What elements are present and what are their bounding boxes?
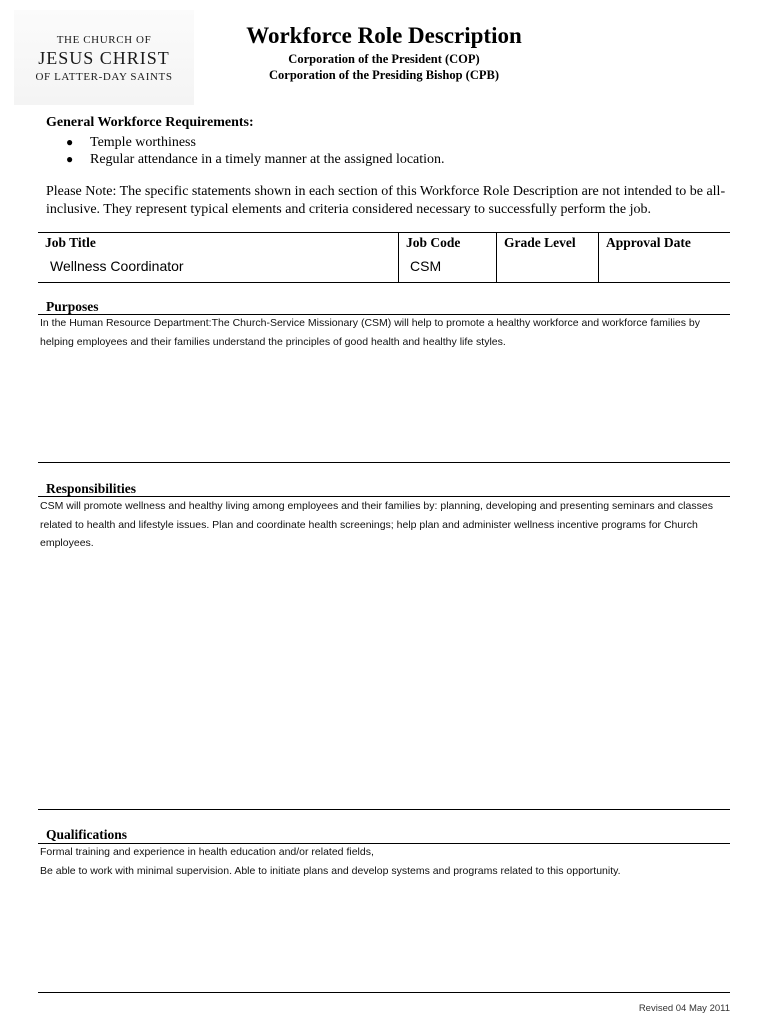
logo-line-3: OF LATTER-DAY SAINTS: [35, 71, 173, 83]
approval-date-header: Approval Date: [606, 235, 691, 250]
purposes-title: Purposes: [46, 299, 99, 314]
logo-line-2: JESUS CHRIST: [38, 48, 170, 68]
table-divider: [598, 232, 599, 282]
grade-level-header: Grade Level: [504, 235, 576, 250]
bullet-icon: ●: [66, 152, 74, 166]
section-divider: [38, 992, 730, 993]
requirement-text: Temple worthiness: [90, 135, 196, 150]
table-divider: [496, 232, 497, 282]
qualification-line: Be able to work with minimal supervision. Able to initiate plans and develop systems and programs related to this opportunity.: [40, 864, 621, 877]
document-subtitle-cop: Corporation of the President (COP): [288, 52, 480, 66]
responsibilities-title: Responsibilities: [46, 481, 137, 496]
qualification-line: Formal training and experience in health education and/or related fields,: [40, 846, 374, 858]
section-divider: [38, 809, 730, 810]
section-divider: [38, 462, 730, 463]
requirements-title: General Workforce Requirements:: [46, 115, 254, 130]
please-note-paragraph: Please Note: The specific statements shown in each section of this Workforce Role Description are not intended to be all-inclusive. They represent typical elements and criteria considered necessary to successfully perform the job.: [46, 184, 726, 217]
revision-date: Revised 04 May 2011: [638, 1003, 730, 1014]
requirement-text: Regular attendance in a timely manner at the assigned location.: [90, 152, 445, 167]
list-item: [66, 134, 445, 151]
document-title: Workforce Role Description: [246, 23, 522, 48]
responsibilities-body: CSM will promote wellness and healthy living among employees and their families by: planning, developing and presenting seminars and classes related to health and lifestyle issues. Plan and coordinate health screenings; help plan and administer wellness incentive programs for Church employees.: [40, 500, 713, 549]
qualifications-body: [40, 843, 730, 880]
purposes-body: In the Human Resource Department:The Church-Service Missionary (CSM) will help to promote a healthy workforce and workforce families by helping employees and their families understand the principles of good health and healthy life styles.: [40, 317, 701, 348]
job-title-value: Wellness Coordinator: [50, 258, 184, 274]
requirements-list: [66, 134, 445, 168]
table-bottom-rule: [38, 282, 730, 283]
logo-line-1: THE CHURCH OF: [56, 34, 152, 46]
list-item: [66, 151, 445, 168]
job-code-value: CSM: [410, 258, 442, 274]
church-logo: [14, 10, 194, 105]
qualifications-title: Qualifications: [46, 827, 128, 842]
bullet-icon: ●: [66, 135, 74, 149]
job-code-header: Job Code: [406, 235, 461, 250]
table-divider: [398, 232, 399, 282]
job-info-table: [38, 232, 730, 282]
document-subtitle-cpb: Corporation of the Presiding Bishop (CPB): [269, 68, 499, 82]
job-title-header: Job Title: [45, 235, 96, 250]
